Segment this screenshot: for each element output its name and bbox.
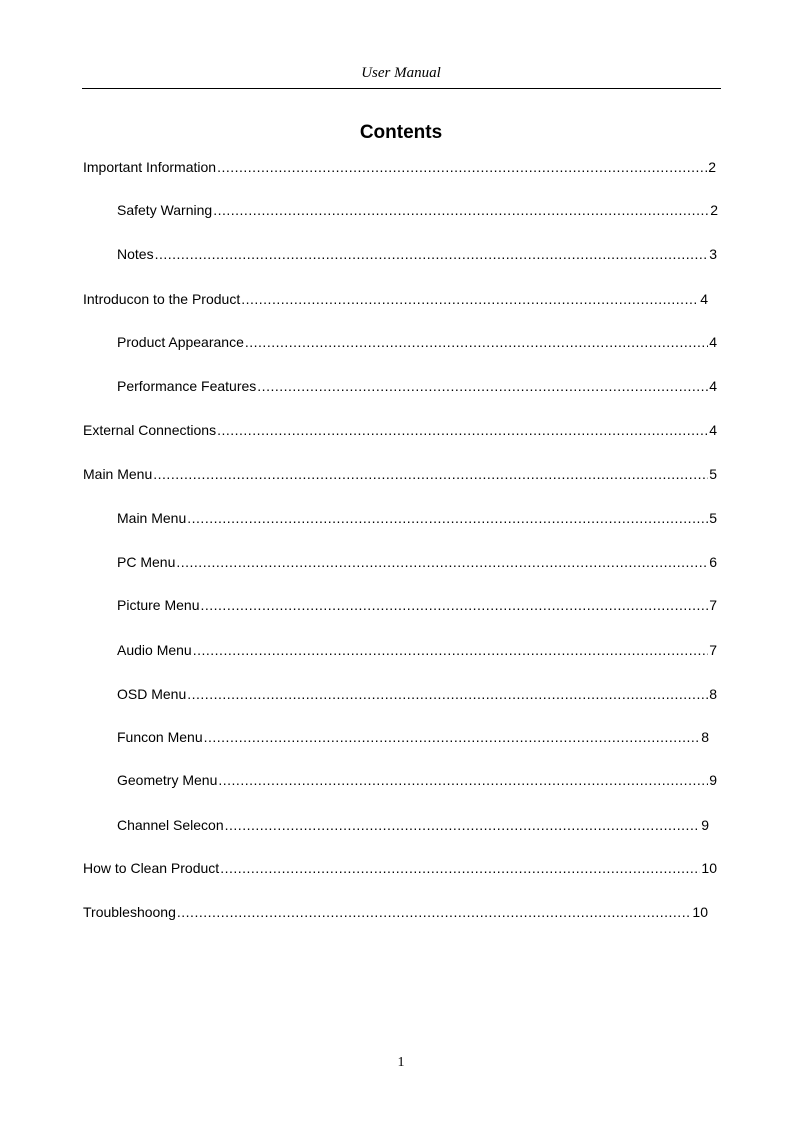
toc-entry-label: Main Menu: [117, 510, 187, 526]
toc-entry-page: 3: [709, 246, 717, 262]
toc-leader-dots: [213, 200, 709, 220]
toc-entry-page: 9: [701, 817, 709, 833]
toc-leader-dots: [200, 595, 708, 615]
toc-entry-page: 4: [709, 422, 717, 438]
footer-page-number: 1: [397, 1055, 405, 1070]
toc-entry[interactable]: [83, 902, 708, 922]
toc-entry[interactable]: [117, 640, 717, 660]
toc-entry[interactable]: [117, 684, 717, 704]
toc-entry-page: 6: [709, 554, 717, 570]
toc-entry-page: 8: [709, 686, 717, 702]
toc-leader-dots: [217, 157, 707, 177]
toc-leader-dots: [241, 289, 699, 309]
toc-entry[interactable]: [117, 244, 717, 264]
toc-entry-label: Performance Features: [117, 378, 257, 394]
toc-leader-dots: [204, 727, 701, 747]
toc-entry-page: 10: [692, 904, 708, 920]
toc-leader-dots: [245, 332, 708, 352]
toc-entry[interactable]: [117, 595, 717, 615]
toc-leader-dots: [187, 684, 708, 704]
toc-entry-page: 5: [709, 510, 717, 526]
toc-entry-label: PC Menu: [117, 554, 176, 570]
toc-entry[interactable]: [117, 770, 717, 790]
toc-leader-dots: [257, 376, 708, 396]
toc-leader-dots: [177, 902, 692, 922]
toc-entry-label: External Connections: [83, 422, 217, 438]
toc-entry-label: Channel Selecon: [117, 817, 224, 833]
toc-entry-label: Safety Warning: [117, 202, 213, 218]
toc-entry-label: Picture Menu: [117, 597, 200, 613]
toc-leader-dots: [217, 420, 708, 440]
toc-leader-dots: [187, 508, 708, 528]
toc-entry-label: Funcon Menu: [117, 729, 203, 745]
toc-entry[interactable]: [117, 727, 709, 747]
toc-entry-page: 8: [701, 729, 709, 745]
toc-entry-label: Troubleshoong: [83, 904, 176, 920]
toc-leader-dots: [225, 815, 701, 835]
toc-entry-label: Audio Menu: [117, 642, 192, 658]
toc-entry-label: Product Appearance: [117, 334, 244, 350]
toc-entry-page: 4: [700, 291, 708, 307]
toc-leader-dots: [176, 552, 708, 572]
toc-entry[interactable]: [117, 552, 717, 572]
toc-entry-label: Notes: [117, 246, 154, 262]
toc-entry-label: How to Clean Product: [83, 860, 220, 876]
toc-leader-dots: [193, 640, 708, 660]
page-header-title: User Manual: [361, 65, 441, 81]
toc-entry[interactable]: [83, 289, 708, 309]
toc-entry-label: Geometry Menu: [117, 772, 218, 788]
toc-entry-page: 4: [709, 334, 717, 350]
toc-entry[interactable]: [83, 858, 717, 878]
toc-entry[interactable]: [117, 200, 718, 220]
toc-entry-page: 4: [709, 378, 717, 394]
toc-entry-page: 2: [710, 202, 718, 218]
toc-entry[interactable]: [117, 508, 717, 528]
toc-entry-page: 5: [709, 466, 717, 482]
toc-entry[interactable]: [117, 376, 717, 396]
toc-heading: Contents: [359, 122, 443, 143]
toc-entry-page: 7: [709, 597, 717, 613]
toc-entry-page: 10: [701, 860, 717, 876]
toc-entry-label: OSD Menu: [117, 686, 187, 702]
toc-leader-dots: [220, 858, 700, 878]
toc-entry-label: Important Information: [83, 159, 217, 175]
toc-entry[interactable]: [83, 420, 717, 440]
toc-entry[interactable]: [83, 157, 716, 177]
toc-entry-label: Introducon to the Product: [83, 291, 241, 307]
toc-entry-page: 9: [709, 772, 717, 788]
toc-entry-label: Main Menu: [83, 466, 153, 482]
toc-entry-page: 2: [708, 159, 716, 175]
toc-leader-dots: [155, 244, 709, 264]
toc-entry[interactable]: [117, 332, 717, 352]
toc-entry[interactable]: [83, 464, 717, 484]
toc-entry-page: 7: [709, 642, 717, 658]
toc-entry[interactable]: [117, 815, 709, 835]
toc-leader-dots: [218, 770, 708, 790]
toc-leader-dots: [153, 464, 708, 484]
